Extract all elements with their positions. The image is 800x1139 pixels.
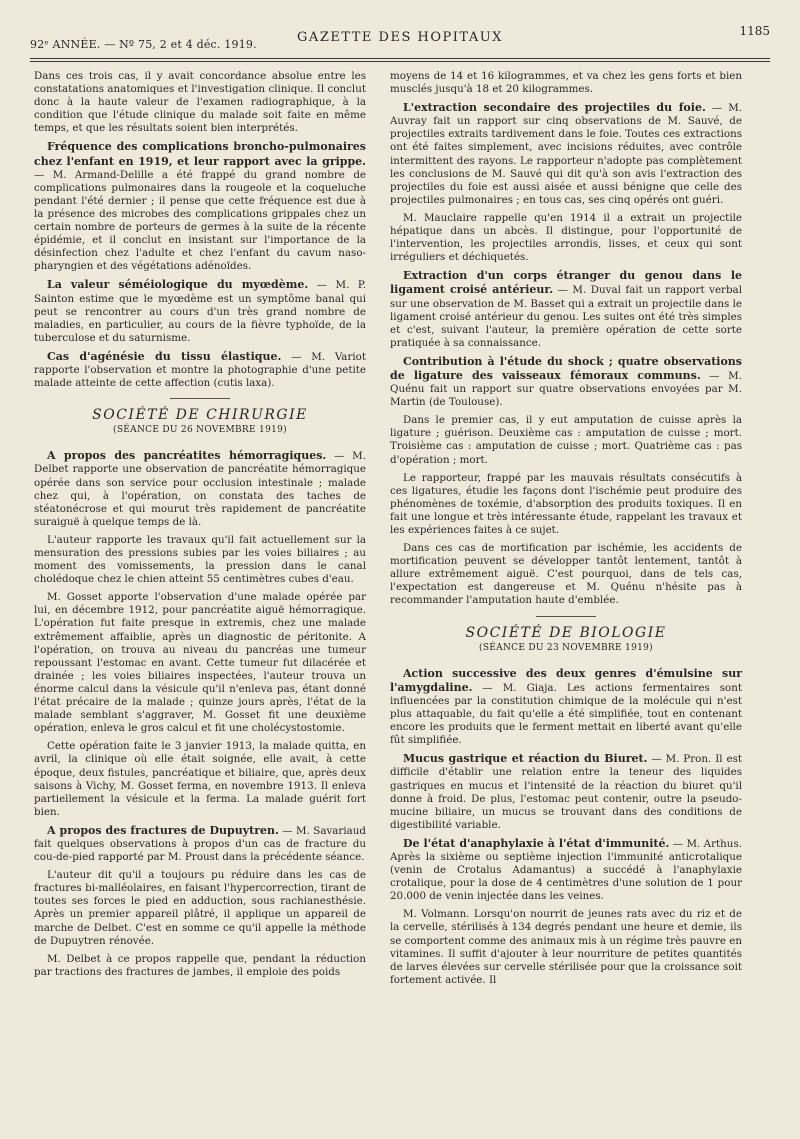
article-auvray	[390, 101, 742, 207]
paragraph: Dans ces cas de mortification par ischémie, les accidents de mortification peuvent se développer tantôt lentement, tantôt à allure extrêmement aiguë. C'est pourquoi, dans de tels cas, l'expectation est dangereuse et M. Quénu n'hésite pas à recommander l'amputation haute d'emblée.	[390, 542, 742, 607]
article-text: — M. P. Sainton estime que le myœdème est un symptôme banal qui peut se rencontrer au cours d'un très grand nombre de maladies, en particulier, au cours de la fièvre typhoïde, de la tuberculose et du saturnisme.	[34, 279, 366, 344]
section-heading-chirurgie: SOCIÉTÉ DE CHIRURGIE	[92, 407, 308, 424]
article-giaja	[390, 667, 742, 748]
article-title: La valeur séméiologique du myœdème.	[47, 278, 309, 292]
article-title: L'extraction secondaire des projectiles du foie.	[403, 101, 706, 115]
paragraph: M. Volmann. Lorsqu'on nourrit de jeunes rats avec du riz et de la cervelle, stérilisés à 134 degrés pendant une heure et demie, ils se comportent comme des animaux mis à un régime très pauvre en vitamines. Il suffit d'ajouter à leur nourriture de petites quantités de larves élevées sur cervelle stérilisée pour que la croissance soit fortement activée. Il	[390, 908, 742, 986]
section-heading-biologie: SOCIÉTÉ DE BIOLOGIE	[465, 624, 667, 641]
paragraph: M. Delbet à ce propos rappelle que, pendant la réduction par tractions des fractures de jambes, il emploie des poids	[34, 952, 366, 978]
article-title: Extraction d'un corps étranger du genou dans le ligament croisé antérieur.	[390, 269, 742, 297]
article-pron	[390, 752, 742, 832]
article-delbet	[34, 449, 366, 529]
right-column	[390, 70, 742, 992]
page-number: 1185	[739, 24, 770, 38]
article-text: — M. Savariaud fait quelques observations à propos d'un cas de fracture du cou-de-pied rapporté par M. Proust dans la précédente séance.	[34, 824, 366, 864]
article-text: — M. Armand-Delille a été frappé du grand nombre de complications pulmonaires dans la rougeole et la coqueluche pendant l'été dernier ; il pense que cette fréquence est due à la présence des microbes des complications grippales chez un certain nombre de porteurs de germes à la suite de la récente épidémie, et il conclut en insistant sur l'importance de la désinfection chez l'adulte et chez l'enfant du cavum naso-pharyngien et des végétations adénoïdes.	[34, 168, 366, 273]
paragraph: Cette opération faite le 3 janvier 1913, la malade quitta, en avril, la clinique où elle était soignée, elle avait, à cette époque, deux fistules, pancréatique et biliaire, que, après deux saisons à Vichy, M. Gosset ferma, en novembre 1913. Il enleva partiellement la vésicule et la ferma. La malade guérit fort bien.	[34, 740, 366, 818]
article-title: A propos des fractures de Dupuytren.	[47, 823, 279, 837]
seance-date: (SÉANCE DU 23 NOVEMBRE 1919)	[479, 642, 653, 653]
paragraph: M. Gosset apporte l'observation d'une malade opérée par lui, en décembre 1912, pour pancréatite aiguë hémorragique. L'opération fut faite presque in extremis, chez une malade extrêmement affaiblie, après un diagnostic de péritonite. A l'opération, on trouva au niveau du pancréas une tumeur repoussant l'estomac en avant. Cette tumeur fut dilacérée et drainée ; les voies biliaires inspectées, l'auteur trouva un énorme calcul dans la vésicule qu'il n'enleva pas, étant donné l'état précaire de la malade ; quinze jours après, l'état de la malade semblant s'aggraver, M. Gosset fit une deuxième opération, enleva le gros calcul et fit une cholécystostomie.	[34, 591, 366, 735]
section-divider	[536, 616, 596, 617]
article-text: — M. Arthus. Après la sixième ou septième injection l'immunité anticrotalique (venin de Crotalus Adamantus) a succédé à l'anaphylaxie crotalique, pour la dose de 4 centimètres d'une solution de 1 pour 20.000 de venin injectée dans les veines.	[390, 837, 742, 903]
paragraph: Le rapporteur, frappé par les mauvais résultats consécutifs à ces ligatures, étudie les façons dont l'ischémie peut produire des phénomènes de toxémie, d'absorption des produits toxiques. Il en fait une longue et très intéressante étude, rappelant les travaux et les expériences faites à ce sujet.	[390, 471, 742, 536]
paragraph: M. Mauclaire rappelle qu'en 1914 il a extrait un projectile hépatique dans un abcès. Il distingue, pour l'opportunité de l'intervention, les projectiles arrondis, lisses, et ceux qui sont irréguliers et déchiquetés.	[390, 211, 742, 264]
article-title: Action successive des deux genres d'émulsine sur l'amygdaline.	[390, 666, 742, 694]
article-text: — M. Pron. Il est difficile d'établir une relation entre la teneur des liquides gastriques en mucus et l'intensité de la réaction du biuret qu'il donne à froid. De plus, l'estomac peut contenir, outre la pseudo-mucine biliaire, un mucus se trouvant dans des conditions de digestibilité variable.	[390, 753, 742, 831]
article-quenu	[390, 355, 742, 409]
article-title: A propos des pancréatites hémorragiques.	[47, 449, 327, 463]
header-rule-bottom	[30, 61, 770, 62]
paragraph: L'auteur rapporte les travaux qu'il fait actuellement sur la mensuration des pressions subies par les voies biliaires ; au moment des vomissements, la pression dans le canal cholédoque chez le chien atteint 55 centimètres cubes d'eau.	[34, 533, 366, 586]
article-savariaud	[34, 824, 366, 864]
article-title: Mucus gastrique et réaction du Biuret.	[403, 752, 648, 766]
issue-line: 92ᵉ ANNÉE. — Nº 75, 2 et 4 déc. 1919.	[30, 38, 257, 51]
section-divider	[170, 398, 230, 399]
article-text: — M. Duval fait un rapport verbal sur une observation de M. Basset qui a extrait un projectile dans le ligament croisé antérieur du genou. Les suites ont été très simples et c'est, suivant l'auteur, la première opération de cette sorte pratiquée à sa connaissance.	[390, 284, 742, 349]
article-sainton	[34, 278, 366, 344]
page-header	[30, 20, 770, 62]
header-rule-top	[30, 58, 770, 59]
article-arthus	[390, 837, 742, 903]
paragraph: Dans ces trois cas, il y avait concordance absolue entre les constatations anatomiques et l'investigation clinique. Il conclut donc à la haute valeur de l'examen radiographique, à la condition que l'étude clinique du malade soit faite en même temps, et que les résultats soient bien interprétés.	[34, 70, 366, 135]
paragraph: L'auteur dit qu'il a toujours pu réduire dans les cas de fractures bi-malléolaires, en faisant l'hypercorrection, tirant de toutes ses forces le pied en adduction, sous rachianesthésie. Après un premier appareil plâtré, il applique un appareil de marche de Delbet. C'est en somme ce qu'il appelle la méthode de Dupuytren rénovée.	[34, 869, 366, 947]
journal-title: GAZETTE DES HOPITAUX	[297, 30, 503, 45]
article-variot	[34, 350, 366, 390]
seance-date: (SÉANCE DU 26 NOVEMBRE 1919)	[113, 425, 287, 436]
paragraph: moyens de 14 et 16 kilogrammes, et va chez les gens forts et bien musclés jusqu'à 18 et 20 kilogrammes.	[390, 70, 742, 96]
article-duval	[390, 269, 742, 350]
left-column	[34, 70, 366, 984]
article-title: Contribution à l'étude du shock ; quatre observations de ligature des vaisseaux fémoraux communs.	[390, 354, 742, 382]
article-text: — M. Delbet rapporte une observation de pancréatite hémorragique opérée dans son service pour occlusion intestinale ; malade chez qui, à l'opération, on constata des taches de stéatonécrose et qui mourut très rapidement de pancréatite suraiguë à quelque temps de là.	[34, 450, 366, 528]
article-text: — M. Variot rapporte l'observation et montre la photographie d'une petite malade atteinte de cette affection (cutis laxa).	[34, 350, 367, 390]
article-title: Fréquence des complications broncho-pulmonaires chez l'enfant en 1919, et leur rapport avec la grippe.	[34, 140, 366, 168]
article-text: — M. Auvray fait un rapport sur cinq observations de M. Sauvé, de projectiles extraits tardivement dans le foie. Toutes ces extractions ont été faites simplement, avec incisions réduites, avec contrôle intermittent des rayons. Le rapporteur n'adopte pas complètement les conclusions de M. Sauvé qui dit qu'à son avis l'extraction des projectiles du foie est aussi aisée et aussi bénigne que celle des projectiles pulmonaires ; en tous cas, ses cinq opérés ont guéri.	[390, 102, 743, 206]
article-text: — M. Giaja. Les actions fermentaires sont influencées par la constitution chimique de la molécule qui n'est plus attaquable, du fait qu'elle a été simplifiée, tout en contenant encore les produits que le ferment mettait en liberté avant qu'elle fût simplifiée.	[390, 681, 742, 747]
article-title: Cas d'agénésie du tissu élastique.	[47, 349, 282, 363]
paragraph: Dans le premier cas, il y eut amputation de cuisse après la ligature ; guérison. Deuxième cas : amputation de cuisse ; mort. Troisième cas : amputation de cuisse ; mort. Quatrième cas : pas d'opération ; mort.	[390, 414, 742, 466]
article-armand-delille	[34, 140, 366, 273]
article-title: De l'état d'anaphylaxie à l'état d'immunité.	[403, 836, 670, 850]
article-text: — M. Quénu fait un rapport sur quatre observations envoyées par M. Martin (de Toulouse).	[390, 369, 742, 409]
